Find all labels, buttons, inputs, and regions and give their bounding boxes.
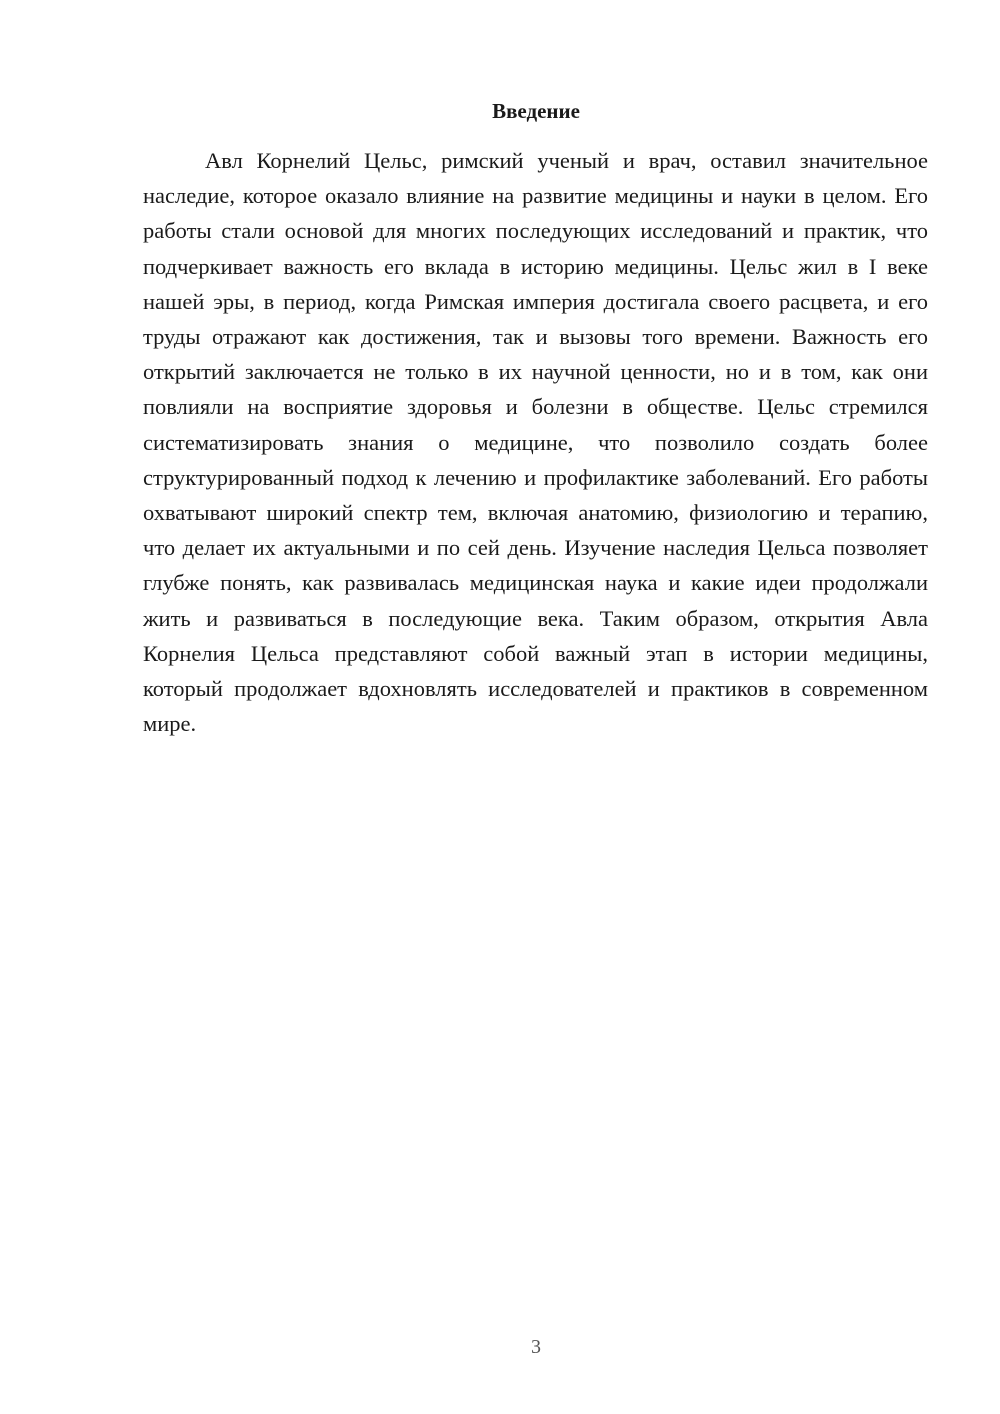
page-number: 3 [531, 1336, 541, 1358]
page-title: Введение [492, 99, 580, 123]
body-paragraph: Авл Корнелий Цельс, римский ученый и врач, оставил значительное наследие, которое оказало влияние на развитие медицины и науки в целом. Его работы стали основой для многих последующих исследований и практик, что подчеркивает важность его вклада в историю медицины. Цельс жил в I веке нашей эры, в период, когда Римская империя достигала своего расцвета, и его труды отражают как достижения, так и вызовы того времени. Важность его открытий заключается не только в их научной ценности, но и в том, как они повлияли на восприятие здоровья и болезни в обществе. Цельс стремился систематизировать знания о медицине, что позволило создать более структурированный подход к лечению и профилактике заболеваний. Его работы охватывают широкий спектр тем, включая анатомию, физиологию и терапию, что делает их актуальными и по сей день. Изучение наследия Цельса позволяет глубже понять, как развивалась медицинская наука и какие идеи продолжали жить и развиваться в последующие века. Таким образом, открытия Авла Корнелия Цельса представляют собой важный этап в истории медицины, который продолжает вдохновлять исследователей и практиков в современном мире. [143, 148, 928, 737]
